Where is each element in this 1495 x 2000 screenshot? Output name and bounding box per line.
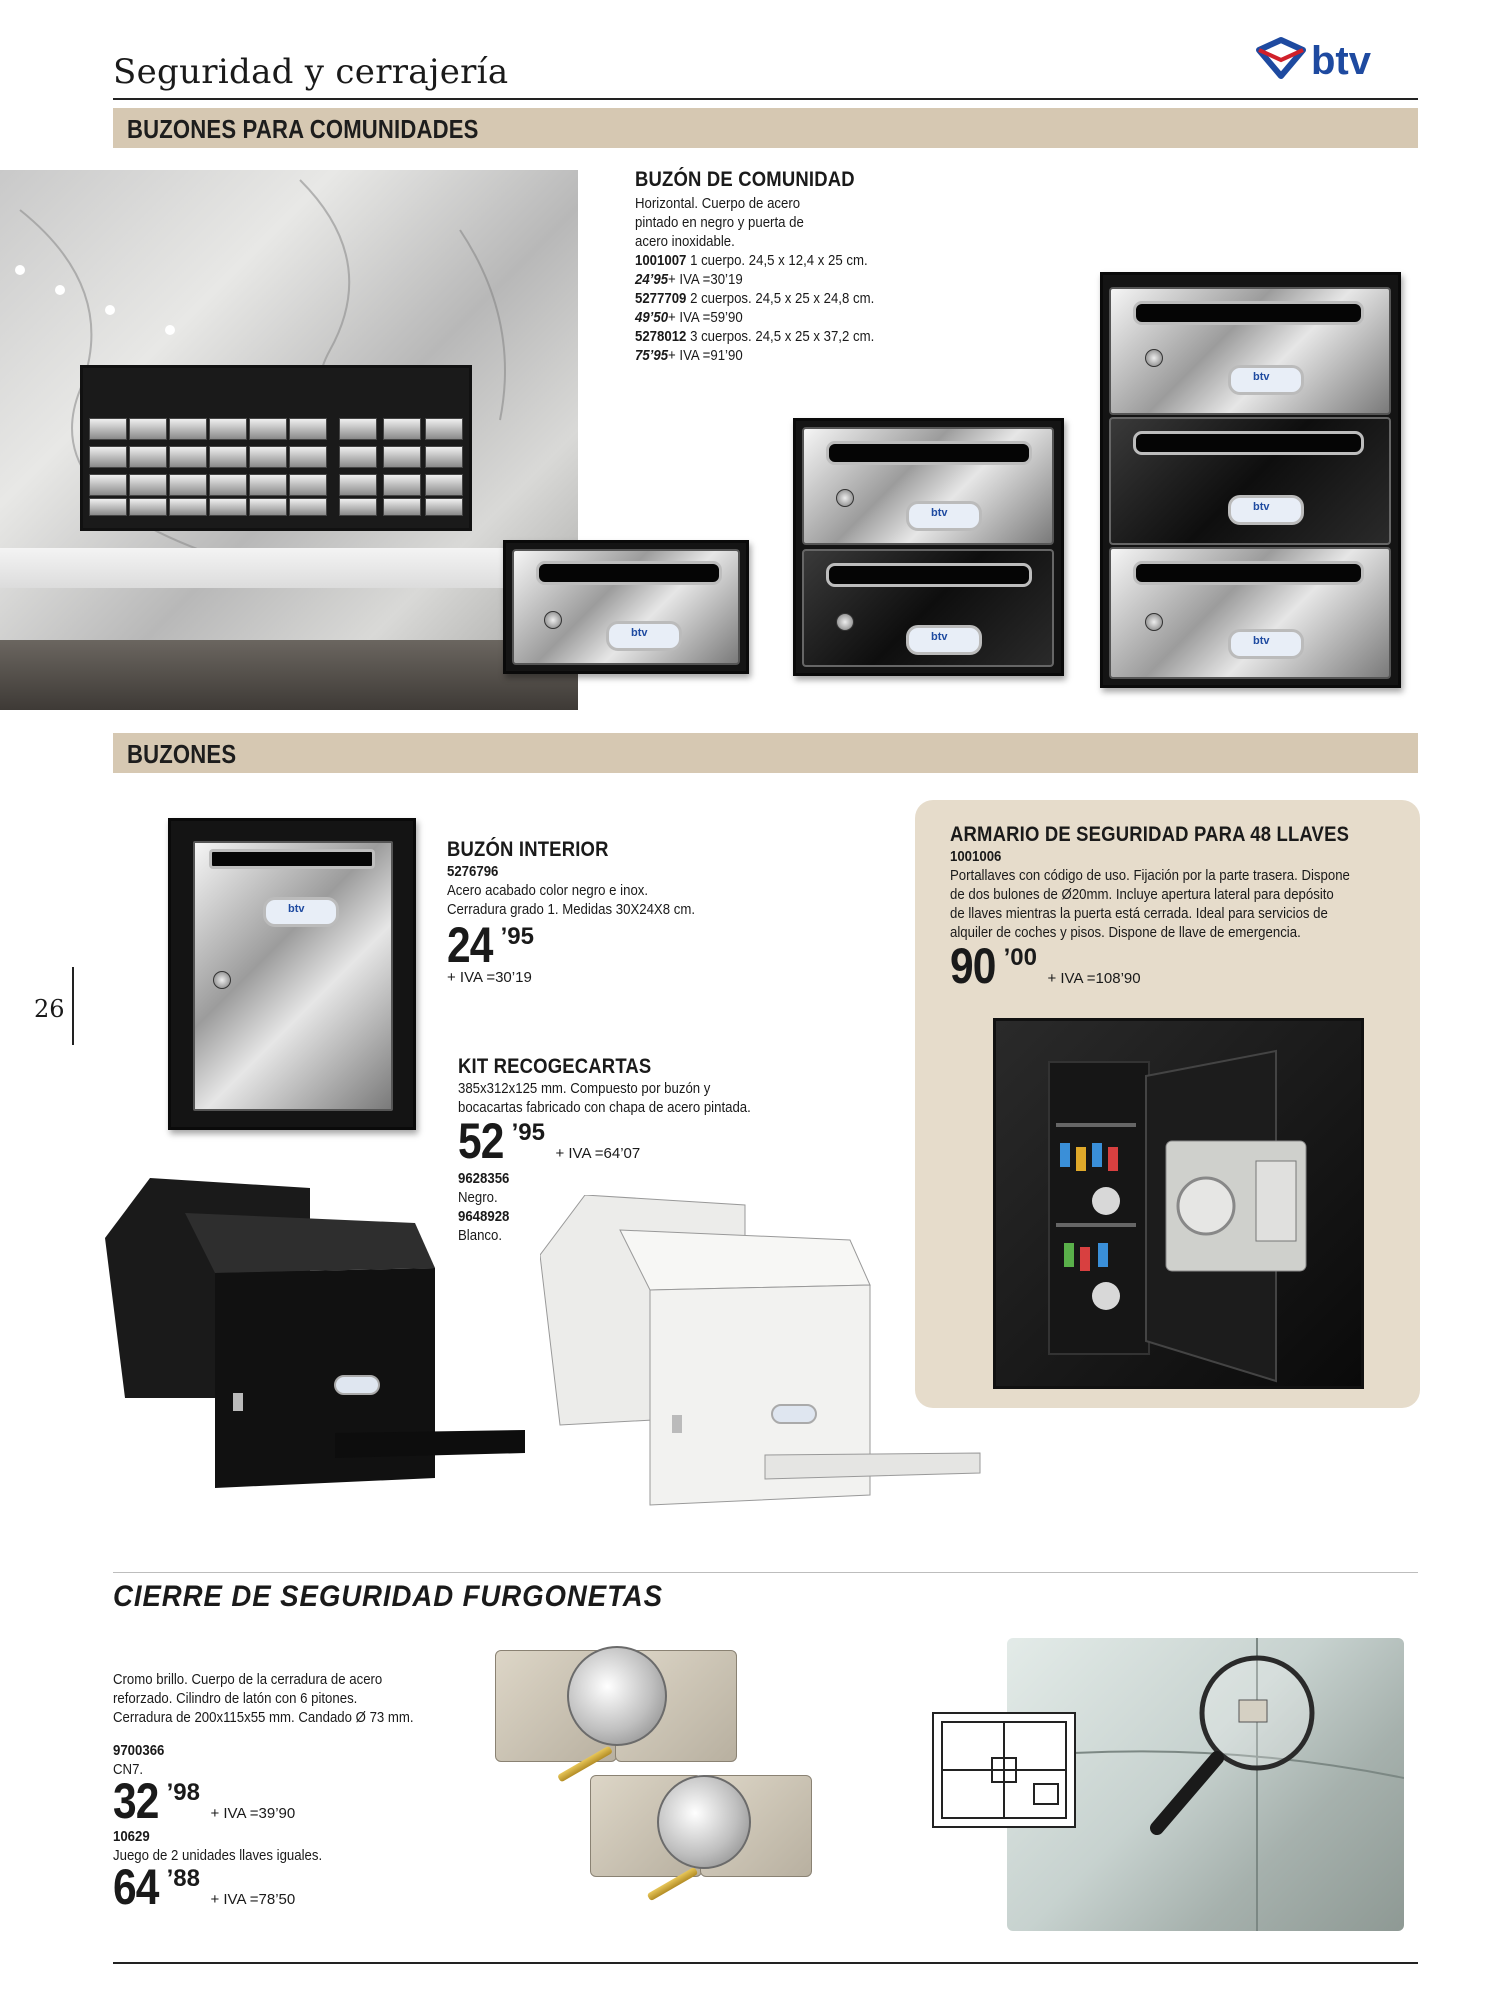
van-lock-image	[495, 1650, 820, 1900]
product-code: 10629	[113, 1828, 150, 1845]
btv-logo-icon	[1255, 36, 1415, 84]
safe-door-icon	[996, 1021, 1361, 1386]
product-title: ARMARIO DE SEGURIDAD PARA 48 LLAVES	[950, 823, 1350, 846]
page-section-title: Seguridad y cerrajería	[113, 52, 509, 92]
product-code: 9700366	[113, 1742, 165, 1759]
cierre-block	[113, 1670, 463, 1915]
product-code: 9628356	[458, 1170, 510, 1187]
product-title: BUZÓN INTERIOR	[447, 838, 609, 861]
product-title: BUZÓN DE COMUNIDAD	[635, 168, 855, 191]
desc-line: 385x312x125 mm. Compuesto por buzón y	[458, 1080, 711, 1097]
mailbox-2-body-image	[793, 418, 1064, 676]
btv-logo	[1255, 36, 1415, 84]
variant-label: Blanco.	[458, 1227, 503, 1244]
product-code: 5276796	[447, 863, 499, 880]
lobby-floor	[0, 640, 578, 710]
price-integer: 32	[113, 1773, 159, 1829]
variant-spec-line: 5278012 3 cuerpos. 24,5 x 25 x 37,2 cm.	[635, 328, 875, 345]
kit-recogecartas-black-image	[105, 1178, 535, 1518]
price-decimal: ’95	[500, 923, 534, 950]
van-diagram-inset	[932, 1712, 1076, 1828]
price-integer: 24	[447, 917, 493, 973]
buzon-interior-block	[447, 838, 787, 986]
desc-line: de llaves mientras la puerta está cerrada. Ideal para servicios de	[950, 905, 1328, 922]
desc-line: Cromo brillo. Cuerpo de la cerradura de acero	[113, 1671, 383, 1688]
bottom-divider	[113, 1962, 1418, 1964]
section-band-buzones	[113, 733, 1418, 773]
price	[447, 917, 787, 973]
variant-spec-line: 1001007 1 cuerpo. 24,5 x 12,4 x 25 cm.	[635, 252, 868, 269]
black-letterbox-icon	[105, 1178, 535, 1518]
variant-label: CN7.	[113, 1761, 144, 1778]
desc-line: Portallaves con código de uso. Fijación por la parte trasera. Dispone	[950, 867, 1350, 884]
buzon-interior-image	[168, 818, 416, 1130]
mailbox-3-body-image	[1100, 272, 1401, 688]
variant-spec-line: 5277709 2 cuerpos. 24,5 x 25 x 24,8 cm.	[635, 290, 875, 307]
section-band-label: BUZONES PARA COMUNIDADES	[127, 114, 479, 144]
section-title-cierre: CIERRE DE SEGURIDAD FURGONETAS	[113, 1580, 664, 1613]
page-number: 26	[34, 995, 65, 1023]
price	[458, 1113, 818, 1169]
section-band-comunidades	[113, 108, 1418, 148]
van-diagram-icon	[934, 1714, 1074, 1826]
price	[950, 938, 1400, 994]
desc-line: Horizontal. Cuerpo de acero	[635, 195, 801, 212]
variant-price-line: 24’95+ IVA =30’19	[635, 271, 743, 288]
price-with-iva: + IVA =78’50	[210, 1891, 296, 1908]
price-with-iva: + IVA =64’07	[555, 1145, 641, 1162]
price-decimal: ’88	[166, 1865, 200, 1892]
price	[113, 1773, 463, 1829]
price-decimal: ’95	[511, 1119, 545, 1146]
section-divider	[113, 1572, 1418, 1573]
price-with-iva: + IVA =39’90	[210, 1805, 296, 1822]
desc-line: acero inoxidable.	[635, 233, 735, 250]
price	[113, 1859, 463, 1915]
variant-price-line: 75’95+ IVA =91’90	[635, 347, 743, 364]
page-number-bar	[72, 967, 74, 1045]
reception-counter	[0, 548, 578, 588]
desc-line: Acero acabado color negro e inox.	[447, 882, 649, 899]
price-with-iva: + IVA =30’19	[447, 969, 532, 986]
price-integer: 52	[458, 1113, 504, 1169]
price-decimal: ’00	[1003, 944, 1037, 971]
desc-line: bocacartas fabricado con chapa de acero pintada.	[458, 1099, 751, 1116]
desc-line: pintado en negro y puerta de	[635, 214, 804, 231]
community-mailbox-wall	[80, 365, 472, 531]
desc-line: alquiler de coches y pisos. Dispone de llave de emergencia.	[950, 924, 1301, 941]
product-title: KIT RECOGECARTAS	[458, 1055, 652, 1078]
variant-label: Negro.	[458, 1189, 498, 1206]
mailbox-1-body-image	[503, 540, 749, 674]
desc-line: reforzado. Cilindro de latón con 6 pitones.	[113, 1690, 358, 1707]
variant-label: Juego de 2 unidades llaves iguales.	[113, 1847, 323, 1864]
key-safe-image	[993, 1018, 1364, 1389]
desc-line: de dos bulones de Ø20mm. Incluye apertura lateral para depósito	[950, 886, 1334, 903]
section-band-label: BUZONES	[127, 739, 237, 769]
desc-line: Cerradura de 200x115x55 mm. Candado Ø 73 mm.	[113, 1709, 414, 1726]
product-code: 9648928	[458, 1208, 510, 1225]
top-divider	[113, 98, 1418, 100]
price-integer: 64	[113, 1859, 159, 1915]
price-integer: 90	[950, 938, 996, 994]
buzon-comunidad-block	[635, 168, 965, 365]
price-with-iva: + IVA =108’90	[1047, 970, 1141, 987]
desc-line: Cerradura grado 1. Medidas 30X24X8 cm.	[447, 901, 696, 918]
product-code: 1001006	[950, 848, 1002, 865]
armario-block	[950, 823, 1400, 994]
variant-price-line: 49’50+ IVA =59’90	[635, 309, 743, 326]
price-decimal: ’98	[166, 1779, 200, 1806]
logo-text: btv	[1311, 39, 1371, 83]
